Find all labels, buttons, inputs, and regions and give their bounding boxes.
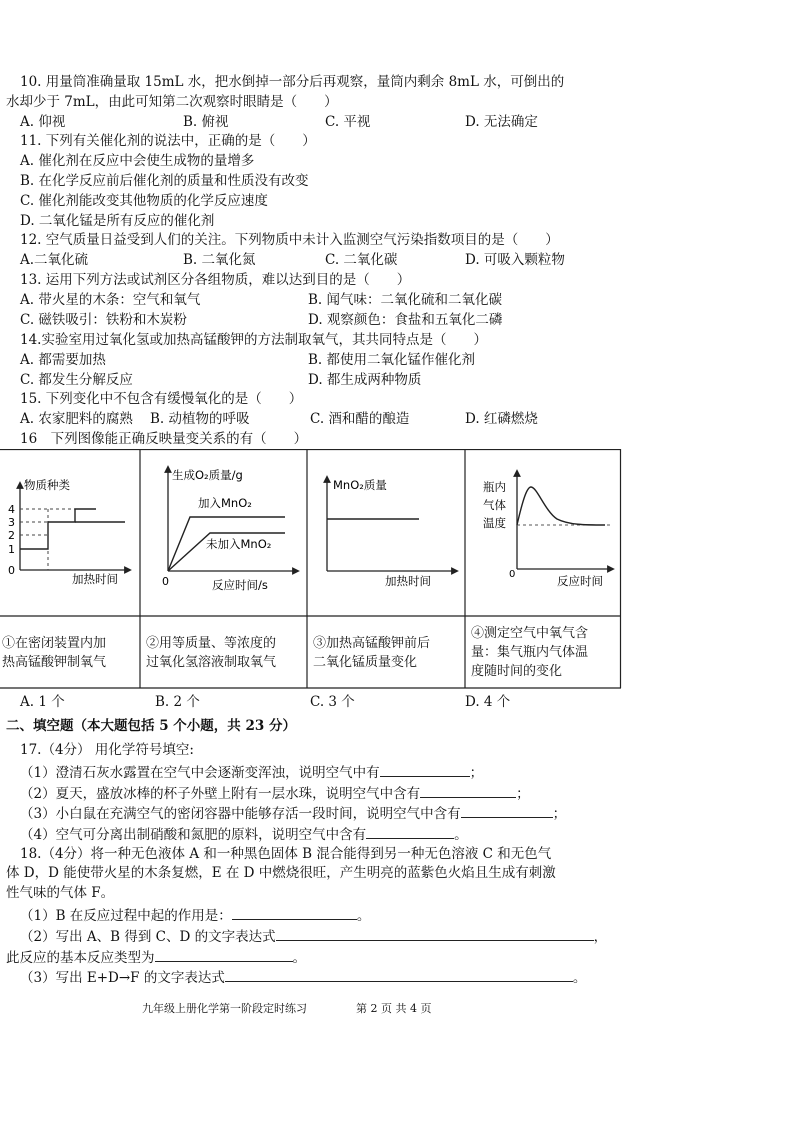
q18-sub2b: 此反应的基本反应类型为 。 xyxy=(6,947,306,967)
q18-line2: 体 D，D 能使带火星的木条复燃，E 在 D 中燃烧很旺，产生明亮的蓝紫色火焰且生成有刺激 xyxy=(6,865,556,881)
q17-item-2: （2）夏天，盛放冰棒的杯子外壁上附有一层水珠，说明空气中含有 ； xyxy=(20,783,530,803)
graph3-xlabel: 加热时间 xyxy=(385,574,431,588)
graph4-ylabel-3: 温度 xyxy=(483,516,506,530)
q16-option-a: A. 1 个 xyxy=(20,694,65,710)
graph1-plot xyxy=(0,449,140,616)
q18-sub2: （2）写出 A、B 得到 C、D 的文字表达式 ， xyxy=(20,926,607,946)
q18-line3: 性气味的气体 F。 xyxy=(6,885,115,901)
graph2-plot xyxy=(140,449,307,616)
graph1-curve xyxy=(20,509,96,549)
q18-blank-2[interactable] xyxy=(276,926,594,941)
q12-option-c: C. 二氧化碳 xyxy=(325,252,398,268)
graph1-ylabel: 物质种类 xyxy=(24,478,70,492)
q10-option-d: D. 无法确定 xyxy=(465,114,538,130)
graph2-origin: 0 xyxy=(162,575,169,588)
graph4-caption: ④测定空气中氧气含 量：集气瓶内气体温 度随时间的变化 xyxy=(471,626,589,679)
q14-option-a: A. 都需要加热 xyxy=(20,352,106,368)
graph1-caption: ①在密闭装置内加 热高锰酸钾制氧气 xyxy=(2,636,107,670)
q17-item-3: （3）小白鼠在充满空气的密闭容器中能够存活一段时间，说明空气中含有 ； xyxy=(20,803,566,823)
q14-option-b: B. 都使用二氧化锰作催化剂 xyxy=(308,352,476,368)
graph2-xlabel: 反应时间/s xyxy=(212,578,268,592)
q11-option-c: C. 催化剂能改变其他物质的化学反应速度 xyxy=(20,193,268,209)
graph1-tick-1: 1 xyxy=(8,543,15,556)
q17-blank-4[interactable] xyxy=(366,824,454,839)
q12-option-b: B. 二氧化氮 xyxy=(183,252,256,268)
q13-option-d: D. 观察颜色：食盐和五氧化二磷 xyxy=(308,312,503,328)
q10-option-b: B. 俯视 xyxy=(183,114,229,130)
q11-option-d: D. 二氧化锰是所有反应的催化剂 xyxy=(20,213,215,229)
section2-title: 二、填空题（本大题包括 5 个小题，共 23 分） xyxy=(6,718,296,734)
q17-item-1: （1）澄清石灰水露置在空气中会逐渐变浑浊，说明空气中有 ； xyxy=(20,762,483,782)
q15-option-c: C. 酒和醋的酿造 xyxy=(310,411,410,427)
graph3-ylabel: MnO₂质量 xyxy=(333,478,387,492)
q18-blank-1[interactable] xyxy=(232,905,357,920)
graph4-plot xyxy=(465,449,621,616)
q14-option-d: D. 都生成两种物质 xyxy=(308,372,422,388)
q13-option-b: B. 闻气味：二氧化硫和二氧化碳 xyxy=(308,292,503,308)
q15-stem: 15. 下列变化中不包含有缓慢氧化的是（ ） xyxy=(20,391,303,407)
graph1-tick-4: 4 xyxy=(8,503,15,516)
graph4-ylabel-2: 气体 xyxy=(483,498,506,512)
q17-blank-1[interactable] xyxy=(380,762,470,777)
q18-line1: 18.（4分）将一种无色液体 A 和一种黑色固体 B 混合能得到另一种无色溶液 C 和无色气 xyxy=(20,846,552,862)
graph4-curve xyxy=(517,487,605,525)
q13-option-a: A. 带火星的木条：空气和氧气 xyxy=(20,292,201,308)
q15-option-a: A. 农家肥料的腐熟 xyxy=(20,411,133,427)
q16-option-b: B. 2 个 xyxy=(155,694,200,710)
q14-stem: 14.实验室用过氧化氢或加热高锰酸钾的方法制取氧气，其共同特点是（ ） xyxy=(20,332,487,348)
q17-stem: 17.（4分） 用化学符号填空: xyxy=(20,742,194,758)
q12-stem: 12. 空气质量日益受到人们的关注。下列物质中未计入监测空气污染指数项目的是（ ） xyxy=(20,232,559,248)
q11-option-b: B. 在化学反应前后催化剂的质量和性质没有改变 xyxy=(20,173,309,189)
graph2-line2-label: 未加入MnO₂ xyxy=(206,537,272,551)
q17-item-4: （4）空气可分离出制硝酸和氮肥的原料，说明空气中含有 。 xyxy=(20,824,468,844)
q16-stem: 16 下列图像能正确反映量变关系的有（ ） xyxy=(20,431,308,447)
footer-title: 九年级上册化学第一阶段定时练习 xyxy=(142,1002,307,1015)
graph2-line1-label: 加入MnO₂ xyxy=(198,496,252,510)
q10-option-c: C. 平视 xyxy=(325,114,371,130)
graph4-origin: 0 xyxy=(509,569,516,580)
q16-graph-table xyxy=(0,449,622,689)
q18-sub3: （3）写出 E+D→F 的文字表达式 。 xyxy=(20,967,586,987)
graph1-tick-2: 2 xyxy=(8,529,15,542)
graph4-xlabel: 反应时间 xyxy=(557,574,603,588)
q14-option-c: C. 都发生分解反应 xyxy=(20,372,133,388)
q11-option-a: A. 催化剂在反应中会使生成物的量增多 xyxy=(20,153,255,169)
graph1-xlabel: 加热时间 xyxy=(72,572,118,586)
q16-option-c: C. 3 个 xyxy=(310,694,355,710)
q13-stem: 13. 运用下列方法或试剂区分各组物质，难以达到目的是（ ） xyxy=(20,272,411,288)
q17-blank-2[interactable] xyxy=(420,783,516,798)
footer-page-number: 第 2 页 共 4 页 xyxy=(356,1002,432,1015)
q15-option-d: D. 红磷燃烧 xyxy=(465,411,538,427)
graph3-plot xyxy=(307,449,465,616)
q16-option-d: D. 4 个 xyxy=(465,694,511,710)
q10-line2: 水却少于 7mL，由此可知第二次观察时眼睛是（ ） xyxy=(6,94,338,110)
graph2-ylabel: 生成O₂质量/g xyxy=(172,468,243,482)
q11-stem: 11. 下列有关催化剂的说法中，正确的是（ ） xyxy=(20,133,316,149)
q18-sub1: （1）B 在反应过程中起的作用是： 。 xyxy=(20,905,370,925)
q10-option-a: A. 仰视 xyxy=(20,114,66,130)
q10-line1: 10. 用量筒准确量取 15mL 水，把水倒掉一部分后再观察，量筒内剩余 8mL 水，可倒出的 xyxy=(20,74,565,90)
q18-blank-3[interactable] xyxy=(155,947,293,962)
q12-option-d: D. 可吸入颗粒物 xyxy=(465,252,565,268)
graph3-caption: ③加热高锰酸钾前后 二氧化锰质量变化 xyxy=(313,636,431,670)
q17-blank-3[interactable] xyxy=(461,803,553,818)
graph4-ylabel-1: 瓶内 xyxy=(483,480,506,494)
graph1-tick-3: 3 xyxy=(8,516,15,529)
graph1-tick-0: 0 xyxy=(8,564,15,577)
graph2-caption: ②用等质量、等浓度的 过氧化氢溶液制取氧气 xyxy=(146,636,277,670)
q12-option-a: A.二氧化硫 xyxy=(20,252,89,268)
q18-blank-4[interactable] xyxy=(225,967,573,982)
q15-option-b: B. 动植物的呼吸 xyxy=(150,411,250,427)
q13-option-c: C. 磁铁吸引：铁粉和木炭粉 xyxy=(20,312,187,328)
